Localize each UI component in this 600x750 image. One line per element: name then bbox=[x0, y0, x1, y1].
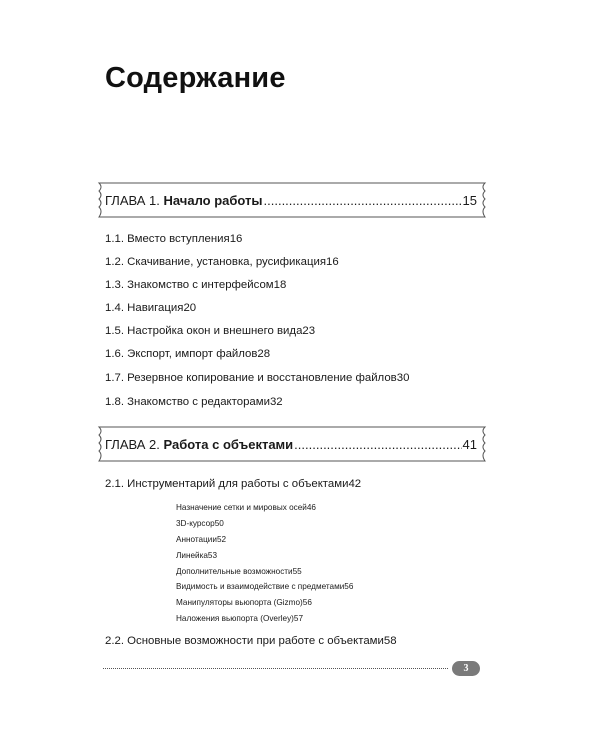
toc-subentry-label: Назначение сетки и мировых осей bbox=[176, 503, 307, 512]
toc-entry-page: 30 bbox=[396, 372, 410, 384]
toc-subentry[interactable] bbox=[176, 598, 478, 610]
toc-entry-label: 2.1. Инструментарий для работы с объектами bbox=[105, 478, 349, 490]
toc-subentry-label: 3D-курсор bbox=[176, 519, 215, 528]
toc-entry-label: 1.4. Навигация bbox=[105, 302, 184, 314]
leader-dots bbox=[294, 438, 461, 451]
chapter-heading[interactable] bbox=[97, 181, 487, 219]
chapter-page: 15 bbox=[462, 192, 477, 208]
footer-divider bbox=[103, 668, 448, 669]
toc-subentry[interactable] bbox=[176, 519, 478, 531]
page-title: Содержание bbox=[105, 62, 286, 94]
toc-subentry-page: 46 bbox=[306, 503, 316, 512]
toc-subentry-page: 56 bbox=[302, 598, 312, 607]
leader-dots bbox=[264, 194, 462, 207]
toc-entry[interactable] bbox=[105, 256, 480, 272]
toc-entry-page: 58 bbox=[383, 635, 397, 647]
toc-entry-page: 20 bbox=[183, 302, 197, 314]
toc-subentry-page: 57 bbox=[293, 614, 304, 623]
chapter-title: Работа с объектами bbox=[163, 436, 294, 452]
toc-entry[interactable] bbox=[105, 325, 480, 341]
toc-subentry-label: Дополнительные возможности bbox=[176, 567, 293, 576]
toc-entry-page: 18 bbox=[273, 279, 287, 291]
toc-entry-page: 28 bbox=[257, 348, 271, 360]
toc-subentry-label: Аннотации bbox=[176, 535, 217, 544]
toc-entry-label: 1.2. Скачивание, установка, русификация bbox=[105, 256, 327, 268]
toc-subentry-page: 56 bbox=[344, 582, 354, 591]
toc-subentry[interactable] bbox=[176, 567, 478, 579]
toc-entry-label: 2.2. Основные возможности при работе с объектами bbox=[105, 635, 384, 647]
toc-entry[interactable] bbox=[105, 233, 480, 249]
toc-entry-page: 42 bbox=[348, 478, 362, 490]
toc-entry[interactable] bbox=[105, 635, 480, 651]
page-number-badge: 3 bbox=[452, 661, 480, 676]
toc-subentry-page: 50 bbox=[214, 519, 224, 528]
chapter-title: Начало работы bbox=[163, 192, 263, 208]
toc-subentry-label: Видимость и взаимодействие с предметами bbox=[176, 582, 345, 591]
toc-subentry-page: 52 bbox=[216, 535, 227, 544]
toc-entry[interactable] bbox=[105, 348, 480, 364]
toc-entry-label: 1.3. Знакомство с интерфейсом bbox=[105, 279, 274, 291]
toc-subentry[interactable] bbox=[176, 535, 478, 547]
toc-entry-page: 32 bbox=[269, 396, 283, 408]
toc-subentry-label: Манипуляторы вьюпорта (Gizmo) bbox=[176, 598, 303, 607]
toc-entry-label: 1.8. Знакомство с редакторами bbox=[105, 396, 270, 408]
toc-subentry-page: 53 bbox=[207, 551, 218, 560]
toc-subentry[interactable] bbox=[176, 503, 478, 515]
chapter-number: ГЛАВА 2. bbox=[105, 436, 160, 452]
toc-entry[interactable] bbox=[105, 302, 480, 318]
chapter-number: ГЛАВА 1. bbox=[105, 192, 160, 208]
toc-entry[interactable] bbox=[105, 478, 480, 494]
toc-entry[interactable] bbox=[105, 372, 480, 388]
chapter-heading[interactable] bbox=[97, 425, 487, 463]
toc-subentry-label: Наложения вьюпорта (Overley) bbox=[176, 614, 294, 623]
toc-entry[interactable] bbox=[105, 396, 480, 412]
toc-entry-label: 1.6. Экспорт, импорт файлов bbox=[105, 348, 258, 360]
toc-subentry-label: Линейка bbox=[176, 551, 208, 560]
toc-subentry[interactable] bbox=[176, 614, 478, 626]
toc-entry-label: 1.1. Вместо вступления bbox=[105, 233, 230, 245]
toc-entry[interactable] bbox=[105, 279, 480, 295]
toc-subentry[interactable] bbox=[176, 582, 478, 594]
toc-entry-page: 16 bbox=[229, 233, 243, 245]
toc-entry-label: 1.5. Настройка окон и внешнего вида bbox=[105, 325, 303, 337]
toc-entry-label: 1.7. Резервное копирование и восстановление файлов bbox=[105, 372, 397, 384]
chapter-page: 41 bbox=[462, 436, 477, 452]
toc-subentry[interactable] bbox=[176, 551, 478, 563]
toc-subentry-page: 55 bbox=[292, 567, 302, 576]
toc-entry-page: 16 bbox=[326, 256, 339, 268]
toc-entry-page: 23 bbox=[302, 325, 316, 337]
